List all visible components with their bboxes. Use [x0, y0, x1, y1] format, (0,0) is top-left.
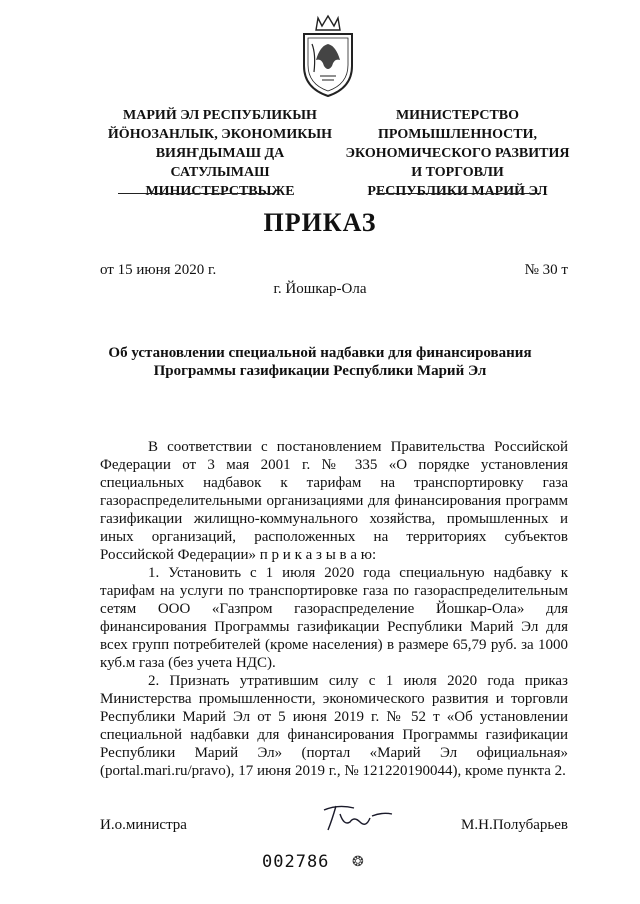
header-left-line: ВИЯҤДЫМАШ ДА [155, 146, 285, 161]
document-type-title: ПРИКАЗ [263, 208, 377, 237]
header-right-line: ЭКОНОМИЧЕСКОГО РАЗВИТИЯ [345, 146, 570, 161]
coat-of-arms-emblem [298, 14, 358, 98]
ministry-name-mari [100, 106, 340, 201]
header-left-line: ЙÖНОЗАНЛЫК, ЭКОНОМИКЫН [107, 127, 333, 142]
signer-name: М.Н.Полубарьев [461, 817, 568, 833]
header-left-line: МАРИЙ ЭЛ РЕСПУБЛИКЫН [123, 108, 317, 123]
body-paragraph-item-1: 1. Установить с 1 июля 2020 года специальную надбавку к тарифам на услуги по транспортировке газа по газораспределительным сетям ООО «Газпром газораспределение Йошкар-Ола» для финансирования Программы газификации Республики Марий Эл для всех групп потребителей (кроме населения) в размере 65,79 руб. за 1000 куб.м газа (без учета НДС). [100, 565, 568, 671]
document-subject [80, 344, 560, 380]
document-date: от 15 июня 2020 г. [100, 262, 217, 278]
document-city: г. Йошкар-Ола [273, 281, 367, 297]
header-right-line: ПРОМЫШЛЕННОСТИ, [377, 127, 538, 142]
subject-line: Об установлении специальной надбавки для финансирования [108, 345, 532, 361]
header-right-line: МИНИСТЕРСТВО [395, 108, 520, 123]
header-right-line: РЕСПУБЛИКИ МАРИЙ ЭЛ [367, 184, 548, 199]
body-paragraph-preamble: В соответствии с постановлением Правительства Российской Федерации от 3 мая 2001 г. № 335 «О порядке установления специальных надбавок к тарифам на транспортировку газа газораспределительными организациями для финансирования программ газификации жилищно-коммунального хозяйства, промышленных и иных организаций, расположенных на территориях субъектов Российской Федерации» п р и к а з ы в а ю: [100, 439, 568, 563]
body-paragraph-item-2: 2. Признать утратившим силу с 1 июля 2020 года приказ Министерства промышленности, экономического развития и торговли Республики Марий Эл от 5 июня 2019 г. № 52 т «Об установлении специальной надбавки для финансирования Программы газификации Республики Марий Эл» (портал «Марий Эл официальная» (portal.mari.ru/pravo), 17 июня 2019 г., № 121220190044), кроме пункта 2. [100, 673, 568, 779]
serial-mark-icon: ❂ [352, 855, 364, 870]
header-left-line: МИНИСТЕРСТВЫЖЕ [145, 184, 295, 199]
document-body [100, 438, 568, 780]
ministry-name-russian [330, 106, 585, 201]
serial-number: 002786 [262, 852, 330, 872]
header-right-line: И ТОРГОВЛИ [411, 165, 504, 180]
signer-title: И.о.министра [100, 817, 187, 833]
header-left-underline [118, 193, 273, 194]
document-number: № 30 т [524, 262, 568, 278]
header-left-line: САТУЛЫМАШ [170, 165, 270, 180]
header-right-underline [376, 193, 541, 194]
subject-line: Программы газификации Республики Марий Эл [153, 363, 487, 379]
handwritten-signature [318, 800, 398, 836]
